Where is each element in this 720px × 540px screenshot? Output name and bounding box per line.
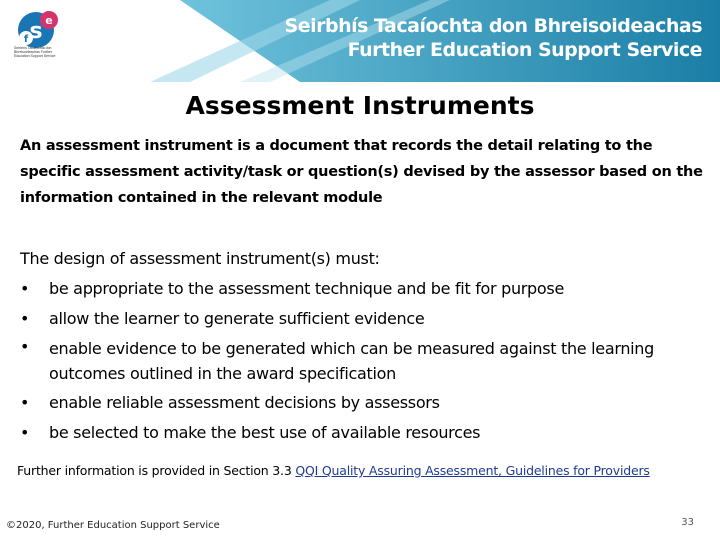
header-banner <box>0 0 720 82</box>
list-item <box>20 334 710 388</box>
logo-subtext: Seirbhís Tacaíochta don Bhreisoideachas Further Education Support Service <box>14 46 56 58</box>
qqi-guidelines-link[interactable]: QQI Quality Assuring Assessment, Guidelines for Providers <box>295 463 650 478</box>
further-information <box>17 461 707 480</box>
bullet-icon: • <box>20 337 30 356</box>
logo-letter-e: e <box>45 14 53 27</box>
bullet-text: be appropriate to the assessment technique and be fit for purpose <box>49 279 564 298</box>
bullet-text: be selected to make the best use of available resources <box>49 423 481 442</box>
page-number: 33 <box>681 517 694 528</box>
bullet-icon: • <box>20 393 30 412</box>
header-title-irish: Seirbhís Tacaíochta don Bhreisoideachas <box>284 15 702 37</box>
bullet-text: enable reliable assessment decisions by assessors <box>49 393 440 412</box>
fess-logo <box>6 8 66 76</box>
logo-letter-s: s <box>29 19 43 44</box>
bullet-icon: • <box>20 279 30 298</box>
list-item <box>20 388 710 418</box>
bullet-text: allow the learner to generate sufficient evidence <box>49 309 425 328</box>
bullet-icon: • <box>20 309 30 328</box>
design-heading: The design of assessment instrument(s) must: <box>20 249 380 268</box>
bullet-icon: • <box>20 423 30 442</box>
list-item <box>20 418 710 448</box>
list-item <box>20 304 710 334</box>
slide-title: Assessment Instruments <box>185 91 535 120</box>
design-section <box>20 244 710 448</box>
header-title-english: Further Education Support Service <box>347 39 702 61</box>
bullet-text: enable evidence to be generated which can be measured against the learning outcomes outlined in the award specification <box>49 339 655 383</box>
list-item <box>20 274 710 304</box>
copyright-footer: ©2020, Further Education Support Service <box>6 520 220 531</box>
bullet-list <box>20 274 710 448</box>
logo-letter-f: f <box>23 34 29 45</box>
further-info-text: Further information is provided in Section 3.3 <box>17 463 296 478</box>
header-title <box>285 14 702 62</box>
intro-paragraph: An assessment instrument is a document that records the detail relating to the specific assessment activity/task or question(s) devised by the assessor based on the information contained in the relevant module <box>20 138 703 206</box>
